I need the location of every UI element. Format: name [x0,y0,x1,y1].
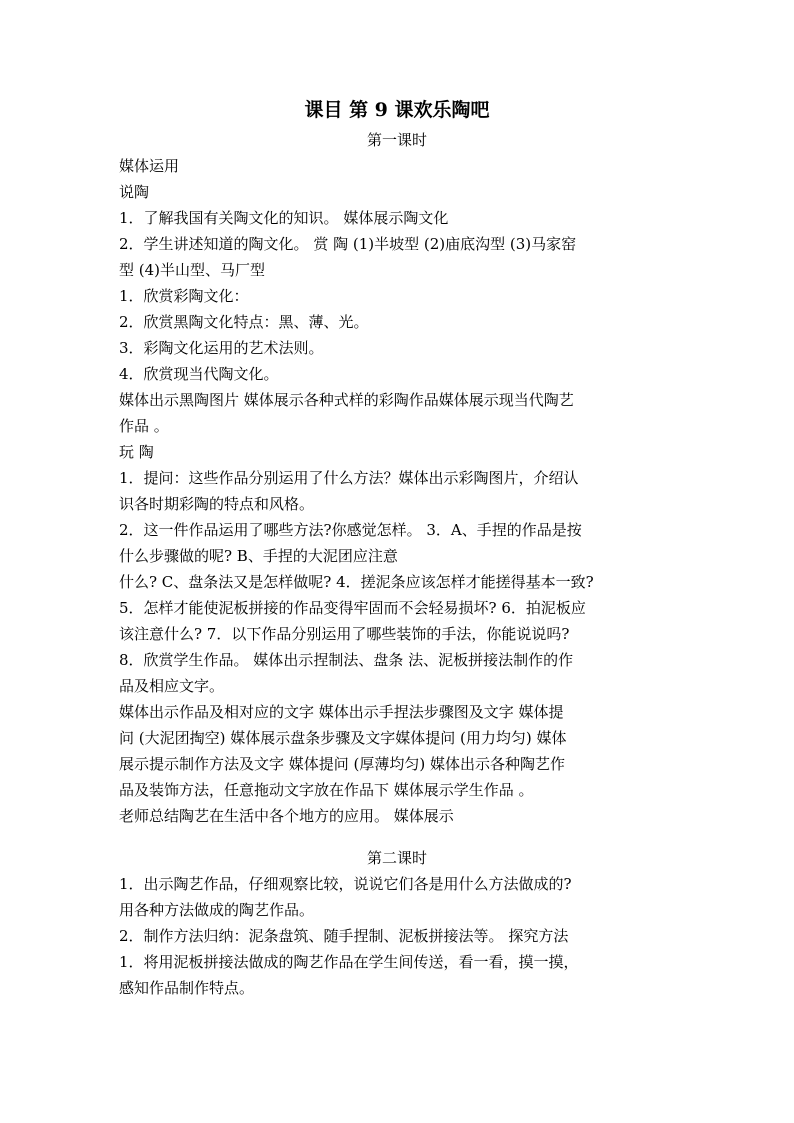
text-line: 玩 陶 [119,443,154,461]
document-title: 课目 第 9 课欢乐陶吧 [304,99,490,121]
text-line: 说陶 [119,183,150,201]
text-line: 1．将用泥板拼接法做成的陶艺作品在学生间传送，看一看，摸一摸， [119,953,579,971]
text-line: 品及相应文字。 [119,677,225,695]
text-line: 媒体运用 [119,157,180,175]
text-line: 1．提问：这些作品分别运用了什么方法？媒体出示彩陶图片，介绍认 [119,469,579,487]
lesson-two-heading: 第二课时 [366,849,427,867]
text-line: 品及装饰方法，任意拖动文字放在作品下 媒体展示学生作品 。 [119,781,534,799]
text-line: 5．怎样才能使泥板拼接的作品变得牢固而不会轻易损坏? 6．拍泥板应 [119,599,586,617]
text-line: 老师总结陶艺在生活中各个地方的应用。 媒体展示 [119,807,454,825]
text-line: 1．欣赏彩陶文化： [119,287,249,305]
text-line: 媒体出示黑陶图片 媒体展示各种式样的彩陶作品媒体展示现当代陶艺 [119,391,574,409]
text-line: 3．彩陶文化运用的艺术法则。 [119,339,324,357]
text-line: 感知作品制作特点。 [119,979,255,997]
text-line: 1．了解我国有关陶文化的知识。 媒体展示陶文化 [119,209,449,227]
text-line: 用各种方法做成的陶艺作品。 [119,901,315,919]
text-line: 2．欣赏黑陶文化特点：黑、薄、光。 [119,313,369,331]
text-line: 什么? C、盘条法又是怎样做呢? 4．搓泥条应该怎样才能搓得基本一致? [119,573,594,591]
text-line: 展示提示制作方法及文字 媒体提问 (厚薄均匀) 媒体出示各种陶艺作 [119,755,566,773]
text-line: 2．制作方法归纳：泥条盘筑、随手捏制、泥板拼接法等。 探究方法 [119,927,569,945]
text-line: 识各时期彩陶的特点和风格。 [119,495,315,513]
text-line: 2．学生讲述知道的陶文化。 赏 陶 (1)半坡型 (2)庙底沟型 (3)马家窑 [119,235,577,253]
text-line: 型 (4)半山型、马厂型 [119,261,266,279]
lesson-one-heading: 第一课时 [366,131,427,149]
text-line: 4．欣赏现当代陶文化。 [119,365,279,383]
text-line: 1．出示陶艺作品，仔细观察比较，说说它们各是用什么方法做成的? [119,875,572,893]
text-line: 什么步骤做的呢? B、手捏的大泥团应注意 [119,547,398,565]
text-line: 该注意什么? 7．以下作品分别运用了哪些装饰的手法，你能说说吗? [119,625,570,643]
text-line: 8．欣赏学生作品。 媒体出示捏制法、盘条 法、泥板拼接法制作的作 [119,651,574,669]
text-line: 媒体出示作品及相对应的文字 媒体出示手捏法步骤图及文字 媒体提 [119,703,564,721]
text-line: 作品 。 [119,417,169,435]
text-line: 2．这一件作品运用了哪些方法?你感觉怎样。 3．A、手捏的作品是按 [119,521,582,539]
text-line: 问 (大泥团掏空) 媒体展示盘条步骤及文字媒体提问 (用力均匀) 媒体 [119,729,567,747]
